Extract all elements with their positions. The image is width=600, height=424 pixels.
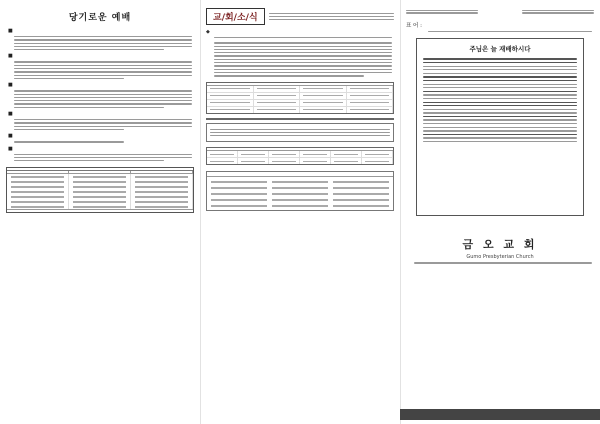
church-address — [406, 262, 594, 263]
church-block — [406, 236, 594, 263]
sermon-title: 주님은 늘 재배하시다 — [469, 45, 531, 54]
box-footer — [7, 209, 193, 212]
theme-line: ◆ — [206, 29, 210, 35]
section-heading: ■ — [8, 28, 13, 34]
verse-band — [206, 118, 394, 120]
left-panel — [0, 0, 200, 424]
left-table-box — [6, 167, 194, 213]
church-name: 금 오 교 회 — [462, 238, 538, 252]
sermon-box — [416, 38, 584, 216]
offering-table — [206, 147, 394, 165]
verse-box — [206, 123, 394, 143]
section-heading: ■ — [8, 111, 13, 118]
left-title: 당기로운 예배 — [68, 13, 132, 23]
news-banner — [206, 8, 394, 25]
cover-theme: 표 어 : — [406, 23, 422, 30]
left-section — [6, 53, 194, 79]
cover-header — [406, 8, 594, 15]
left-section — [6, 28, 194, 50]
news-list — [206, 42, 394, 76]
left-section — [6, 82, 194, 108]
cover-footer-bar — [400, 409, 600, 420]
section-heading: ■ — [8, 145, 13, 152]
news-banner-title: 교/회/소/식 — [206, 8, 265, 25]
staff-box — [206, 171, 394, 211]
section-heading: ■ — [8, 133, 13, 140]
left-section — [6, 133, 194, 142]
box-grid — [7, 171, 193, 209]
church-english-name: Gumo Presbyterian Church — [466, 254, 534, 261]
middle-panel — [200, 0, 400, 424]
section-heading: ■ — [8, 82, 13, 89]
left-section — [6, 111, 194, 130]
schedule-table — [206, 82, 394, 114]
section-heading: ■ — [8, 53, 13, 60]
right-panel — [400, 0, 600, 424]
left-section — [6, 146, 194, 162]
